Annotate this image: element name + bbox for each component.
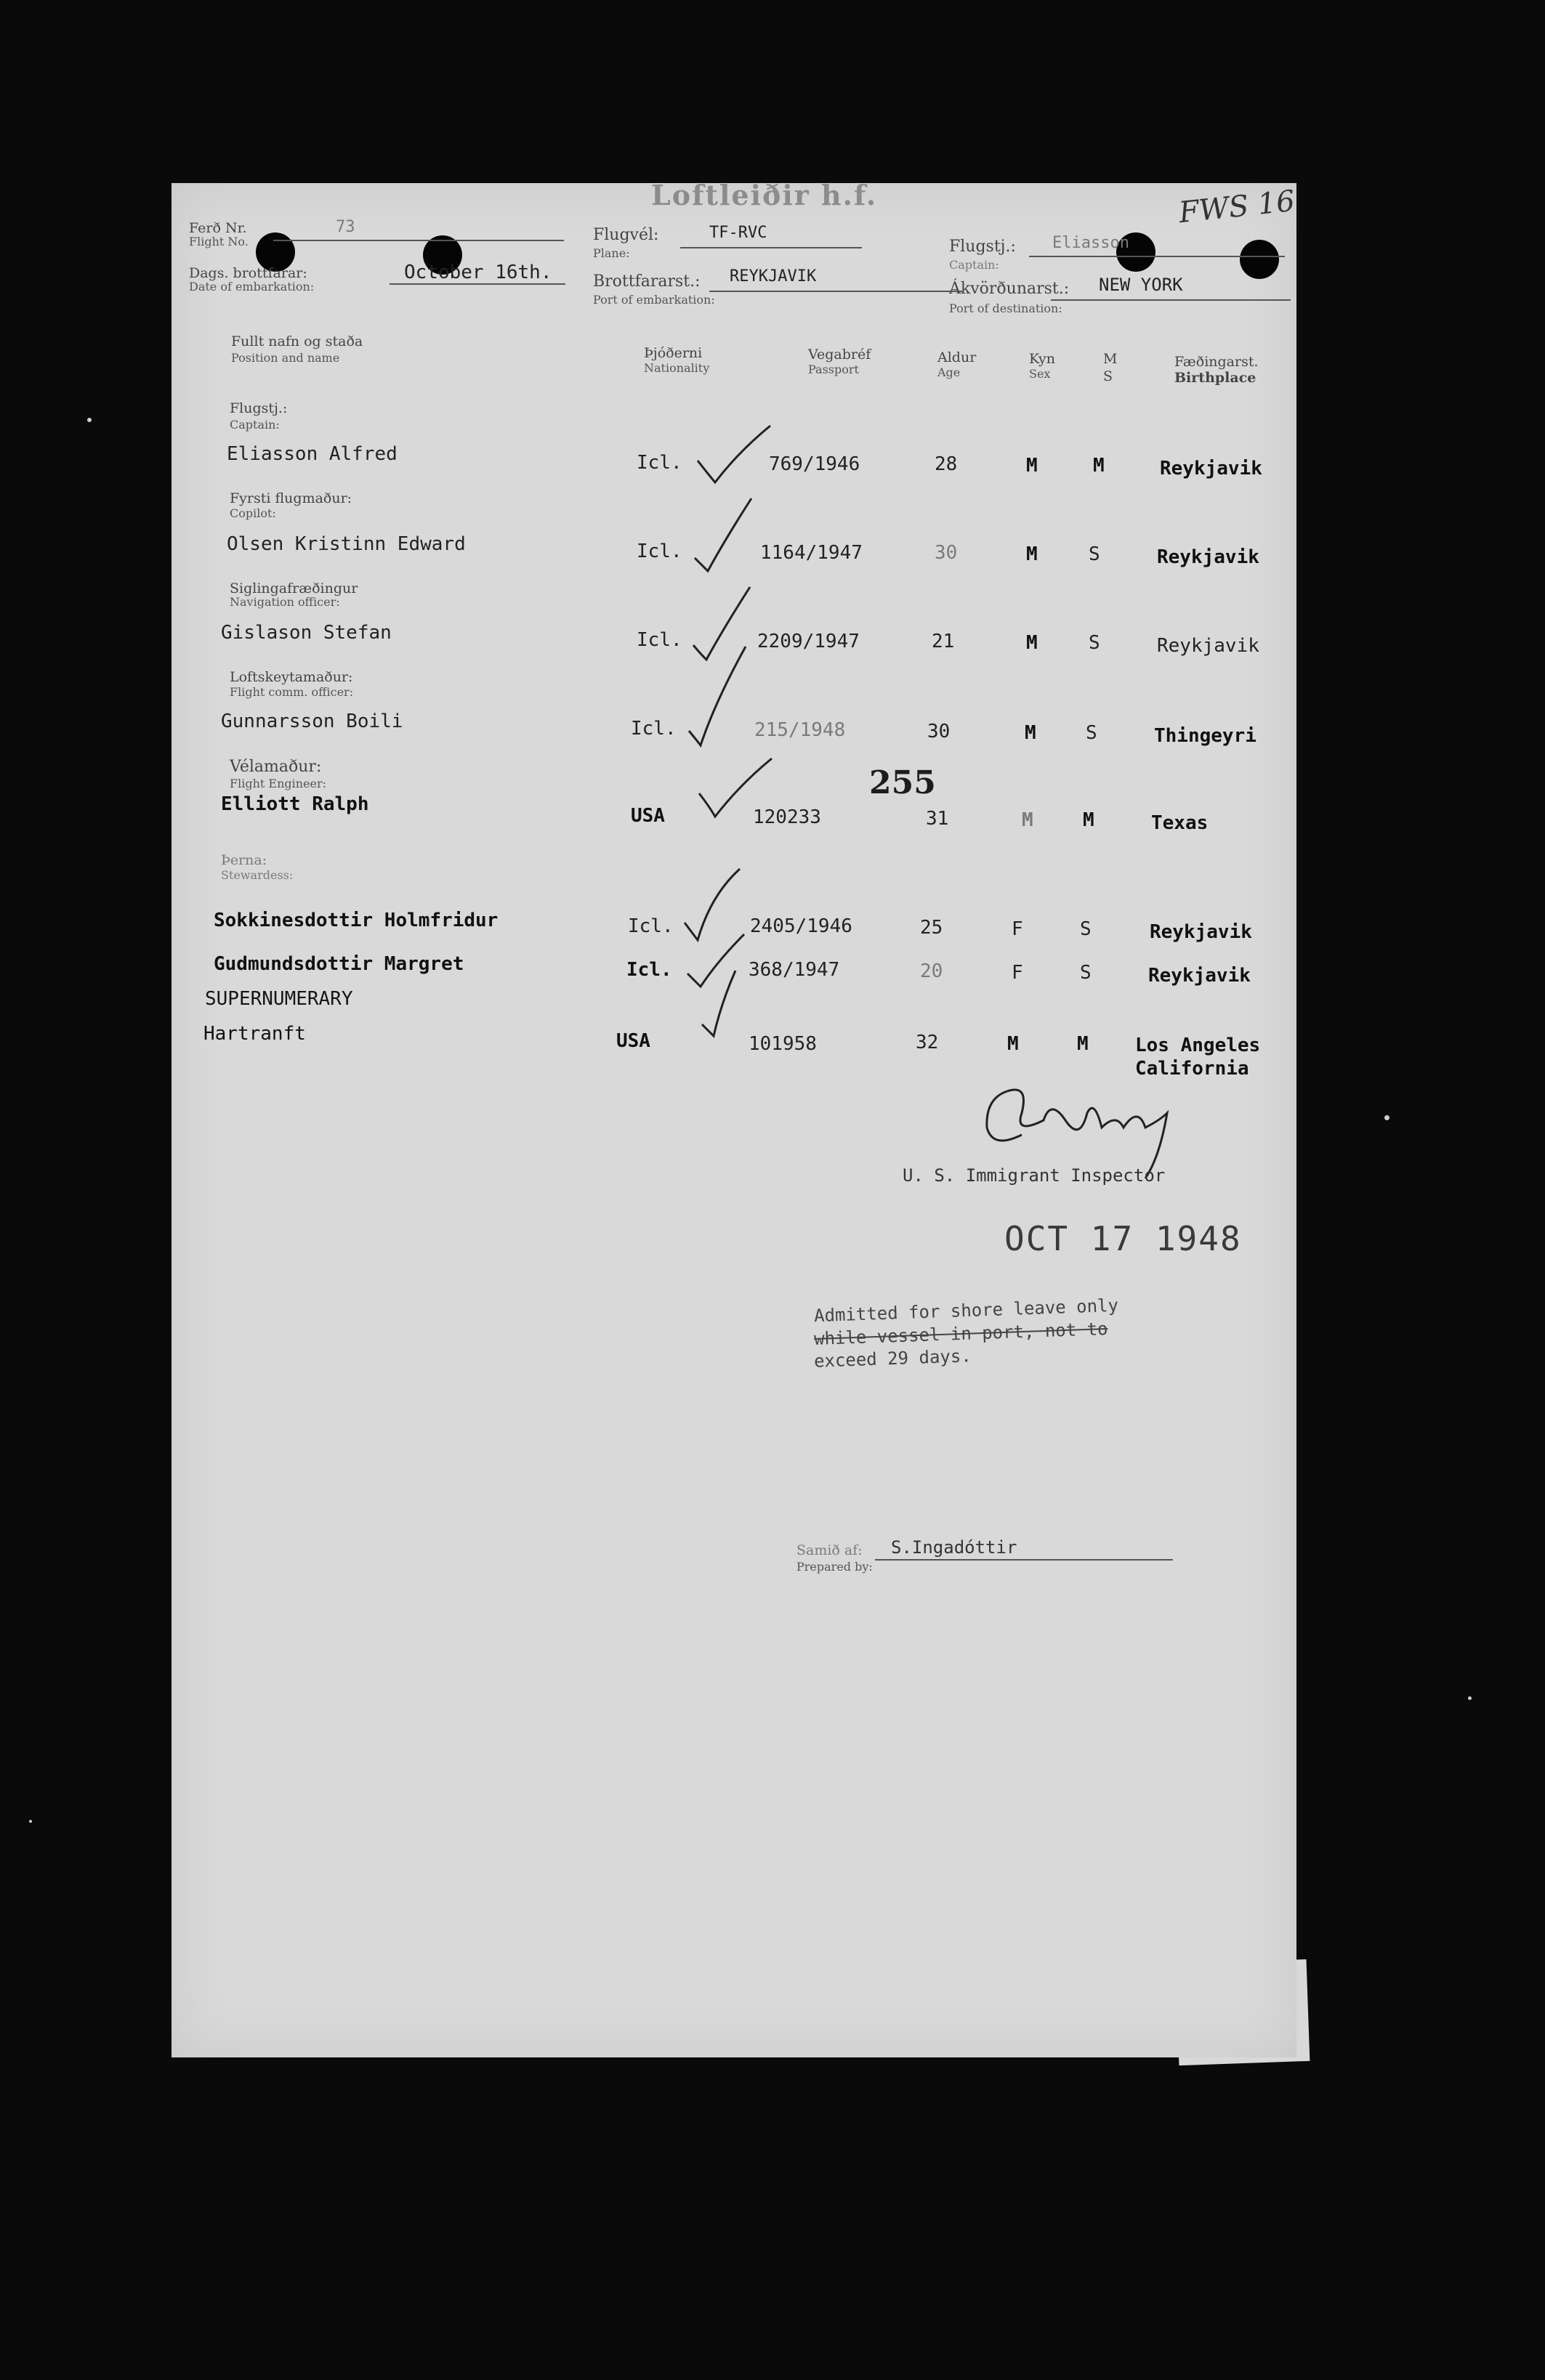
embark-date-label-en: Date of embarkation: <box>189 280 315 294</box>
role-navigator-label-en: Navigation officer: <box>230 595 340 609</box>
prepared-by-label: Samið af: <box>796 1542 863 1558</box>
inspector-title: U. S. Immigrant Inspector <box>903 1165 1166 1186</box>
crew-name: Elliott Ralph <box>221 793 369 815</box>
embark-port-value: REYKJAVIK <box>730 267 817 286</box>
crew-name: Gudmundsdottir Margret <box>214 953 464 975</box>
col-age-header-en: Age <box>937 365 961 379</box>
crew-age: 30 <box>927 721 951 742</box>
col-status-header-en: S <box>1103 368 1113 384</box>
captain-header-label-en: Captain: <box>949 258 999 272</box>
rule <box>390 283 565 285</box>
crew-nationality: Icl. <box>637 452 682 474</box>
admission-line-1: Admitted for shore leave only <box>813 1295 1119 1327</box>
supernumerary-sex: M <box>1007 1033 1019 1055</box>
check-mark-icon <box>699 968 743 1040</box>
crew-status: S <box>1080 918 1092 940</box>
role-stewardess-label: Þerna: <box>221 852 267 868</box>
crew-nationality: Icl. <box>631 718 677 740</box>
dust-speck <box>87 418 92 422</box>
col-name-header-en: Position and name <box>231 351 340 365</box>
inspector-signature-text <box>1051 1098 1054 1099</box>
crew-name: Sokkinesdottir Holmfridur <box>214 910 499 931</box>
crew-sex: M <box>1026 543 1038 565</box>
crew-birthplace: Reykjavik <box>1148 965 1251 987</box>
check-mark-icon <box>686 644 759 753</box>
supernumerary-age: 32 <box>916 1032 939 1053</box>
role-radio-label: Loftskeytamaður: <box>230 669 353 685</box>
supernumerary-heading: SUPERNUMERARY <box>205 988 353 1010</box>
embark-port-label-en: Port of embarkation: <box>593 293 715 307</box>
crew-sex: M <box>1025 722 1036 744</box>
crew-status: S <box>1080 962 1092 984</box>
captain-header-label: Flugstj.: <box>949 238 1016 256</box>
rule <box>1029 256 1285 257</box>
crew-birthplace: Thingeyri <box>1154 725 1256 747</box>
crew-sex: M <box>1022 809 1033 831</box>
role-radio-label-en: Flight comm. officer: <box>230 685 354 699</box>
flight-no-label: Ferð Nr. <box>189 220 247 236</box>
crew-passport: 769/1946 <box>769 453 860 475</box>
prepared-by-label-en: Prepared by: <box>796 1560 873 1574</box>
crew-birthplace: Texas <box>1151 812 1209 834</box>
dust-speck <box>1468 1696 1472 1700</box>
admission-line-3: exceed 29 days. <box>813 1345 972 1372</box>
crew-age: 31 <box>926 808 949 830</box>
rule <box>709 291 962 292</box>
check-mark-icon <box>695 423 775 488</box>
role-engineer-label-en: Flight Engineer: <box>230 777 327 790</box>
crew-passport: 2209/1947 <box>757 631 860 652</box>
flight-no-label-en: Flight No. <box>189 235 249 248</box>
embark-date-value: October 16th. <box>404 262 552 283</box>
crew-age: 30 <box>935 542 958 564</box>
crew-status: M <box>1093 455 1105 477</box>
col-name-header: Fullt nafn og staða <box>231 333 363 349</box>
crew-nationality: Icl. <box>637 629 682 651</box>
crew-sex: M <box>1026 632 1038 654</box>
crew-manifest-sheet <box>172 183 1296 2057</box>
supernumerary-birthplace-state: California <box>1135 1058 1249 1080</box>
col-birthplace-header: Fæðingarst. <box>1174 354 1259 370</box>
destination-label: Ákvörðunarst.: <box>949 280 1070 298</box>
crew-sex: F <box>1012 962 1023 984</box>
role-captain-label: Flugstj.: <box>230 400 288 416</box>
rule <box>273 240 564 241</box>
page-number: 255 <box>869 764 936 801</box>
rule <box>680 247 862 248</box>
plane-value: TF-RVC <box>709 224 767 242</box>
crew-nationality: Icl. <box>637 541 682 562</box>
crew-status: M <box>1083 809 1094 831</box>
plane-label-en: Plane: <box>593 246 630 260</box>
crew-birthplace: Reykjavik <box>1157 546 1259 568</box>
admission-line-2: while vessel in port, not to <box>813 1318 1108 1350</box>
inspector-signature-icon <box>978 1077 1196 1164</box>
role-copilot-label: Fyrsti flugmaður: <box>230 490 352 506</box>
prepared-by-value: S.Ingadóttir <box>891 1537 1017 1558</box>
reference-mark: FWS 16 <box>1177 184 1296 230</box>
role-captain-label-en: Captain: <box>230 418 280 432</box>
col-passport-header: Vegabréf <box>808 347 871 363</box>
role-stewardess-label-en: Stewardess: <box>221 868 294 882</box>
destination-label-en: Port of destination: <box>949 301 1062 315</box>
crew-passport: 368/1947 <box>749 959 840 981</box>
date-stamp: OCT 17 1948 <box>1004 1219 1242 1258</box>
crew-passport: 1164/1947 <box>760 542 863 564</box>
rule <box>1051 299 1291 301</box>
captain-header-value: Eliasson <box>1052 234 1129 252</box>
crew-name: Gislason Stefan <box>221 622 392 644</box>
embark-date-label: Dags. brottfarar: <box>189 265 307 281</box>
crew-age: 28 <box>935 453 958 475</box>
crew-birthplace: Reykjavik <box>1157 635 1259 657</box>
crew-passport: 2405/1946 <box>750 915 852 937</box>
rule <box>875 1559 1173 1561</box>
crew-birthplace: Reykjavik <box>1150 921 1252 943</box>
crew-passport: 215/1948 <box>754 719 846 741</box>
plane-label: Flugvél: <box>593 226 659 244</box>
col-nationality-header: Þjóðerni <box>644 345 703 361</box>
supernumerary-birthplace-city: Los Angeles <box>1135 1035 1261 1056</box>
punch-hole <box>1240 240 1279 279</box>
embark-port-label: Brottfararst.: <box>593 272 701 291</box>
col-sex-header: Kyn <box>1029 351 1055 367</box>
col-age-header: Aldur <box>937 349 977 365</box>
col-sex-header-en: Sex <box>1029 367 1051 381</box>
destination-value: NEW YORK <box>1099 275 1183 295</box>
crew-status: S <box>1089 632 1100 654</box>
check-mark-icon <box>692 495 757 575</box>
role-navigator-label: Siglingafræðingur <box>230 580 358 596</box>
role-engineer-label: Vélamaður: <box>230 758 322 776</box>
crew-name: Olsen Kristinn Edward <box>227 533 466 555</box>
crew-status: S <box>1089 543 1100 565</box>
supernumerary-status: M <box>1077 1033 1089 1055</box>
crew-age: 25 <box>920 917 943 939</box>
crew-name: Gunnarsson Boili <box>221 711 403 732</box>
supernumerary-name: Hartranft <box>203 1023 306 1045</box>
crew-sex: M <box>1026 455 1038 477</box>
flight-no-value: 73 <box>336 218 355 236</box>
crew-nationality: Icl. <box>628 915 674 937</box>
supernumerary-nationality: USA <box>616 1030 650 1052</box>
dust-speck <box>29 1820 32 1823</box>
col-nationality-header-en: Nationality <box>644 361 710 375</box>
col-status-header: M <box>1103 351 1118 367</box>
letterhead: Loftleiðir h.f. <box>651 183 878 211</box>
col-passport-header-en: Passport <box>808 363 859 376</box>
crew-name: Eliasson Alfred <box>227 443 398 465</box>
crew-age: 20 <box>920 960 943 982</box>
crew-status: S <box>1086 722 1097 744</box>
supernumerary-passport: 101958 <box>749 1033 817 1055</box>
dust-speck <box>1384 1115 1389 1120</box>
crew-passport: 120233 <box>753 806 821 828</box>
check-mark-icon <box>696 756 776 821</box>
crew-nationality: USA <box>631 805 665 827</box>
crew-age: 21 <box>932 631 955 652</box>
crew-sex: F <box>1012 918 1023 940</box>
col-birthplace-header-en: Birthplace <box>1174 370 1256 386</box>
role-copilot-label-en: Copilot: <box>230 506 276 520</box>
crew-nationality: Icl. <box>626 959 672 981</box>
crew-birthplace: Reykjavik <box>1160 458 1262 479</box>
